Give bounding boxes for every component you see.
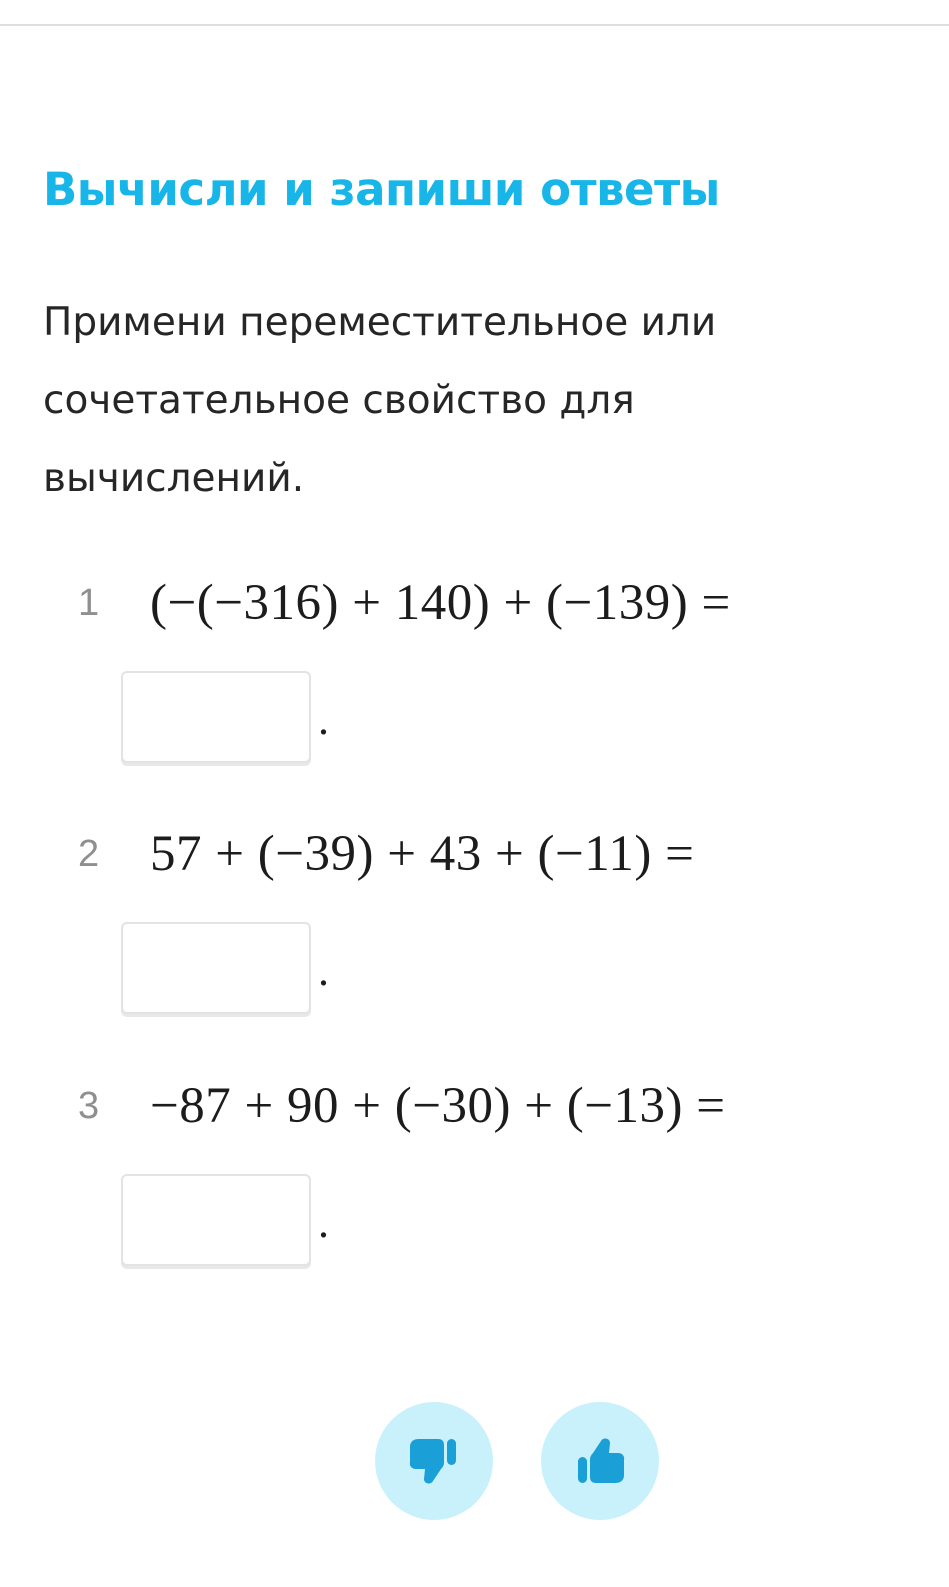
task-expression: (−(−316) + 140) + (−139) =: [150, 575, 731, 631]
task-number: 1: [78, 582, 100, 624]
task-suffix: .: [318, 695, 329, 744]
thumbs-down-icon: [402, 1429, 466, 1493]
task-number: 3: [78, 1085, 100, 1127]
task-number: 2: [78, 833, 100, 875]
answer-input-1[interactable]: [121, 671, 311, 763]
like-button[interactable]: [541, 1402, 659, 1520]
task-suffix: .: [318, 1198, 329, 1247]
thumbs-up-icon: [568, 1429, 632, 1493]
page-title: Вычисли и запиши ответы: [43, 163, 720, 216]
task-item-1: [0, 575, 949, 775]
instruction-text: Примени переместительное или сочетательное свойство для вычислений.: [43, 300, 717, 501]
top-divider: [0, 24, 949, 26]
answer-input-2[interactable]: [121, 922, 311, 1014]
answer-input-3[interactable]: [121, 1174, 311, 1266]
task-expression: −87 + 90 + (−30) + (−13) =: [150, 1078, 726, 1134]
task-suffix: .: [318, 946, 329, 995]
task-item-2: [0, 826, 949, 1026]
task-item-3: [0, 1078, 949, 1278]
task-expression: 57 + (−39) + 43 + (−11) =: [150, 826, 695, 882]
dislike-button[interactable]: [375, 1402, 493, 1520]
